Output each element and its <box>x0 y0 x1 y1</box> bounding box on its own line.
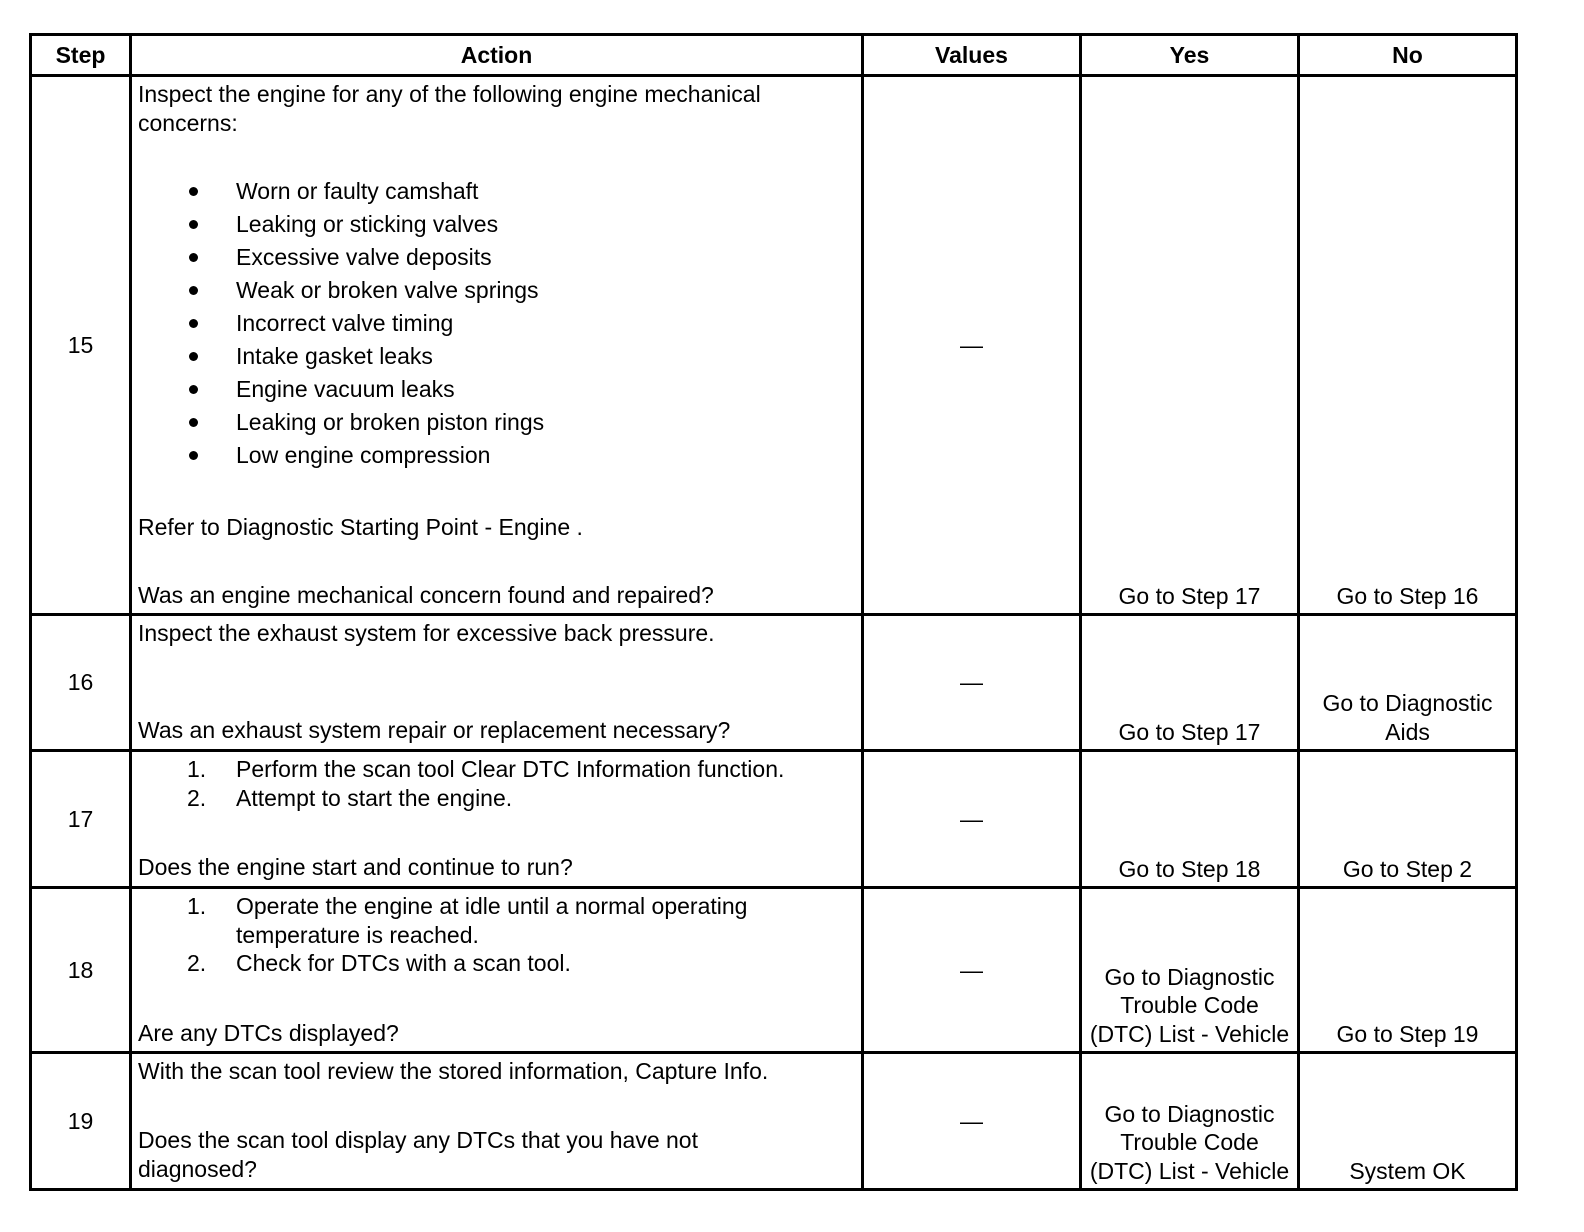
header-row <box>31 35 1517 76</box>
no-cell: System OK <box>1299 1053 1517 1190</box>
list-item: Worn or faulty camshaft <box>138 175 857 208</box>
no-cell <box>1299 615 1517 751</box>
action-cell <box>131 615 863 751</box>
yes-cell <box>1081 1053 1299 1190</box>
bullet-icon <box>189 451 198 460</box>
bullet-icon <box>189 187 198 196</box>
bullet-icon <box>189 418 198 427</box>
no-text: Go to Diagnostic Aids <box>1322 690 1493 745</box>
bullet-icon <box>189 286 198 295</box>
action-intro: Inspect the engine for any of the following engine mechanical concerns: <box>138 81 761 136</box>
no-cell: Go to Step 2 <box>1299 751 1517 888</box>
list-item: 1. Operate the engine at idle until a normal operating temperature is reached. <box>187 893 748 948</box>
action-cell <box>131 751 863 888</box>
procedure-list <box>138 892 857 978</box>
step-number: 15 <box>31 76 131 615</box>
step-number: 16 <box>31 615 131 751</box>
values-cell: — <box>863 888 1081 1053</box>
yes-text: Go to Diagnostic Trouble Code (DTC) List - Vehicle <box>1089 963 1290 1047</box>
list-item: Weak or broken valve springs <box>138 274 857 307</box>
bullet-icon <box>189 220 198 229</box>
list-item: 1. Perform the scan tool Clear DTC Information function. <box>187 756 785 782</box>
yes-cell: Go to Step 17 <box>1081 76 1299 615</box>
step-number: 19 <box>31 1053 131 1190</box>
values-cell: — <box>863 1053 1081 1190</box>
action-question: Was an exhaust system repair or replacement necessary? <box>138 716 731 743</box>
values-cell: — <box>863 76 1081 615</box>
header-action: Action <box>131 35 863 76</box>
table-row-step-18 <box>31 888 1517 1053</box>
action-cell <box>131 1053 863 1190</box>
refer-link-text: Refer to Diagnostic Starting Point - Engine . <box>138 513 583 540</box>
list-item: Incorrect valve timing <box>138 307 857 340</box>
list-item: Intake gasket leaks <box>138 340 857 373</box>
list-item: 2. Attempt to start the engine. <box>187 784 513 811</box>
action-question: Are any DTCs displayed? <box>138 1019 399 1046</box>
step-number: 17 <box>31 751 131 888</box>
yes-cell: Go to Step 17 <box>1081 615 1299 751</box>
list-item: Excessive valve deposits <box>138 241 857 274</box>
bullet-icon <box>189 253 198 262</box>
action-intro: Inspect the exhaust system for excessive back pressure. <box>138 620 715 646</box>
values-cell: — <box>863 615 1081 751</box>
bullet-icon <box>189 352 198 361</box>
table-row-step-15 <box>31 76 1517 615</box>
bullet-icon <box>189 319 198 328</box>
list-item: Low engine compression <box>138 439 857 472</box>
header-step: Step <box>31 35 131 76</box>
diagnostic-table <box>29 33 1518 1191</box>
list-item: Engine vacuum leaks <box>138 373 857 406</box>
action-question: Was an engine mechanical concern found and repaired? <box>138 582 714 609</box>
bullet-icon <box>189 385 198 394</box>
values-cell: — <box>863 751 1081 888</box>
yes-cell: Go to Step 18 <box>1081 751 1299 888</box>
no-cell: Go to Step 16 <box>1299 76 1517 615</box>
action-cell <box>131 76 863 615</box>
yes-cell <box>1081 888 1299 1053</box>
header-no: No <box>1299 35 1517 76</box>
table-row-step-17 <box>31 751 1517 888</box>
step-number: 18 <box>31 888 131 1053</box>
list-item: Leaking or sticking valves <box>138 208 857 241</box>
table-row-step-16 <box>31 615 1517 751</box>
concern-list <box>138 175 857 472</box>
procedure-list <box>138 755 857 812</box>
list-item: 2. Check for DTCs with a scan tool. <box>187 950 571 976</box>
action-intro: With the scan tool review the stored information, Capture Info. <box>138 1058 769 1084</box>
no-cell: Go to Step 19 <box>1299 888 1517 1053</box>
action-question: Does the engine start and continue to run? <box>138 853 573 880</box>
list-item: Leaking or broken piston rings <box>138 406 857 439</box>
header-values: Values <box>863 35 1081 76</box>
action-question: Does the scan tool display any DTCs that you have not diagnosed? <box>138 1127 698 1182</box>
table-row-step-19 <box>31 1053 1517 1190</box>
yes-text: Go to Diagnostic Trouble Code (DTC) List - Vehicle <box>1089 1100 1290 1184</box>
header-yes: Yes <box>1081 35 1299 76</box>
action-cell <box>131 888 863 1053</box>
